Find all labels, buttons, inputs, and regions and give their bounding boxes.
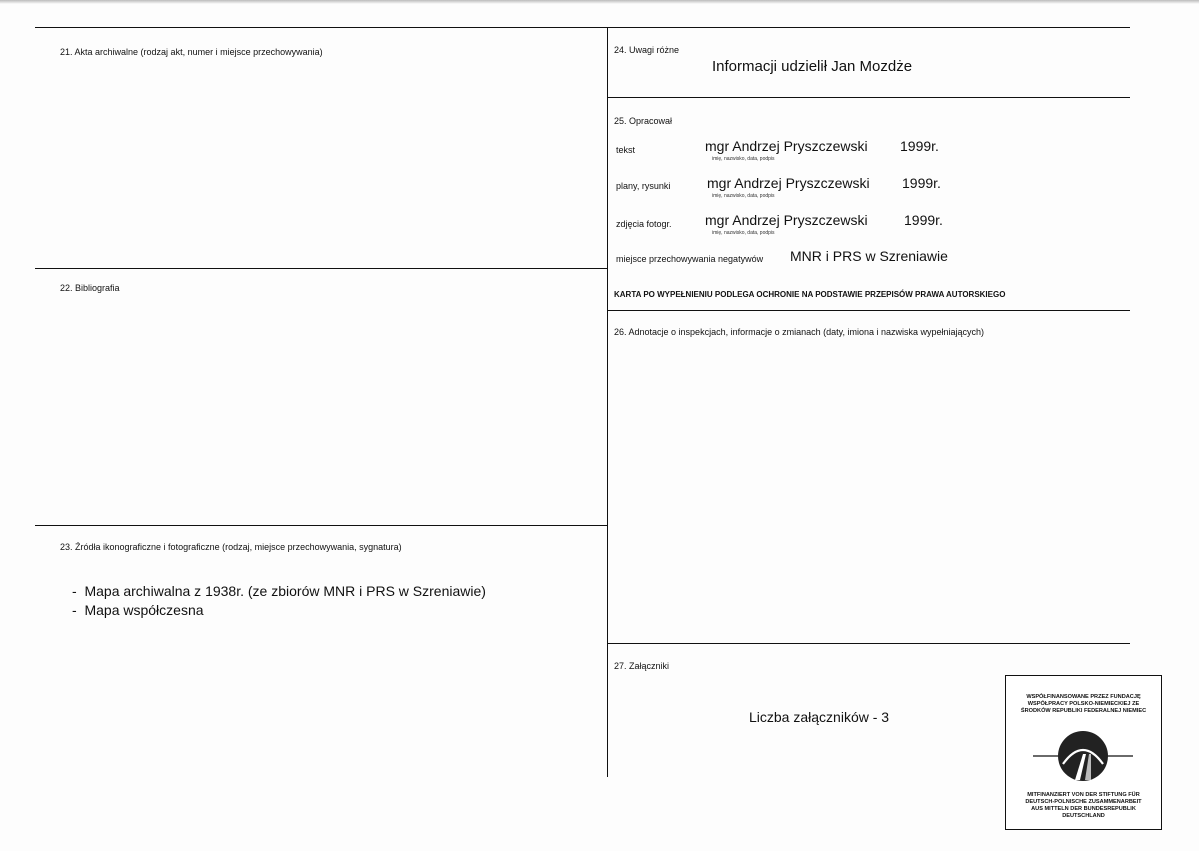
section-24-label: 24. Uwagi różne: [614, 45, 680, 55]
bridge-logo-icon: [1033, 724, 1133, 788]
stamp-german-text: MITFINANZIERT VON DER STIFTUNG FÜR DEUTSCH-POLNISCHE ZUSAMMENARBEIT AUS MITTELN DER BUNDESREPUBLIK DEUTSCHLAND: [1025, 792, 1142, 819]
top-rule: [35, 27, 1130, 28]
rule-26-27: [607, 643, 1130, 644]
negatives-label: miejsce przechowywania negatywów: [616, 254, 764, 264]
vertical-divider: [607, 27, 608, 777]
row-label-zdjecia: zdjęcia fotogr.: [616, 219, 672, 229]
copyright-notice: KARTA PO WYPEŁNIENIU PODLEGA OCHRONIE NA PODSTAWIE PRZEPISÓW PRAWA AUTORSKIEGO: [614, 290, 1006, 299]
list-item-text: Mapa archiwalna z 1938r. (ze zbiorów MNR i PRS w Szreniawie): [84, 583, 486, 599]
row-label-plany: plany, rysunki: [616, 181, 671, 191]
author-name: mgr Andrzej Pryszczewski: [707, 175, 870, 191]
author-name: mgr Andrzej Pryszczewski: [705, 212, 868, 228]
section-26-label: 26. Adnotacje o inspekcjach, informacje o zmianach (daty, imiona i nazwiska wypełniających): [614, 327, 985, 337]
row-label-tekst: tekst: [616, 145, 636, 155]
signature-hint: imię, nazwisko, data, podpis: [712, 230, 775, 236]
rule-22-23: [35, 525, 608, 526]
section-22-label: 22. Bibliografia: [60, 283, 120, 293]
section-24-value: Informacji udzielił Jan Mozdże: [712, 58, 913, 75]
section-23-label: 23. Źródła ikonograficzne i fotograficzne (rodzaj, miejsce przechowywania, sygnatura): [60, 542, 402, 552]
rule-25-26: [607, 310, 1130, 311]
rule-24-25: [607, 97, 1130, 98]
signature-hint: imię, nazwisko, data, podpis: [712, 156, 775, 162]
author-name: mgr Andrzej Pryszczewski: [705, 138, 868, 154]
page-top-edge: [0, 0, 1199, 4]
negatives-value: MNR i PRS w Szreniawie: [790, 248, 948, 264]
author-year: 1999r.: [902, 175, 941, 191]
section-27-label: 27. Załączniki: [614, 661, 670, 671]
signature-hint: imię, nazwisko, data, podpis: [712, 193, 775, 199]
section-25-label: 25. Opracował: [614, 116, 673, 126]
stamp-polish-text: WSPÓŁFINANSOWANE PRZEZ FUNDACJĘ WSPÓŁPRACY POLSKO-NIEMIECKIEJ ZE ŚRODKÓW REPUBLIKI FEDERALNEJ NIEMIEC: [1020, 694, 1147, 714]
rule-21-22: [35, 268, 608, 269]
list-item: - Mapa archiwalna z 1938r. (ze zbiorów MNR i PRS w Szreniawie): [72, 583, 486, 599]
section-21-label: 21. Akta archiwalne (rodzaj akt, numer i miejsce przechowywania): [60, 47, 323, 57]
attachments-count: Liczba załączników - 3: [749, 709, 890, 725]
list-item-text: Mapa współczesna: [84, 602, 204, 618]
author-year: 1999r.: [904, 212, 943, 228]
list-item: - Mapa współczesna: [72, 602, 204, 618]
funding-stamp: [1005, 675, 1162, 830]
author-year: 1999r.: [900, 138, 939, 154]
